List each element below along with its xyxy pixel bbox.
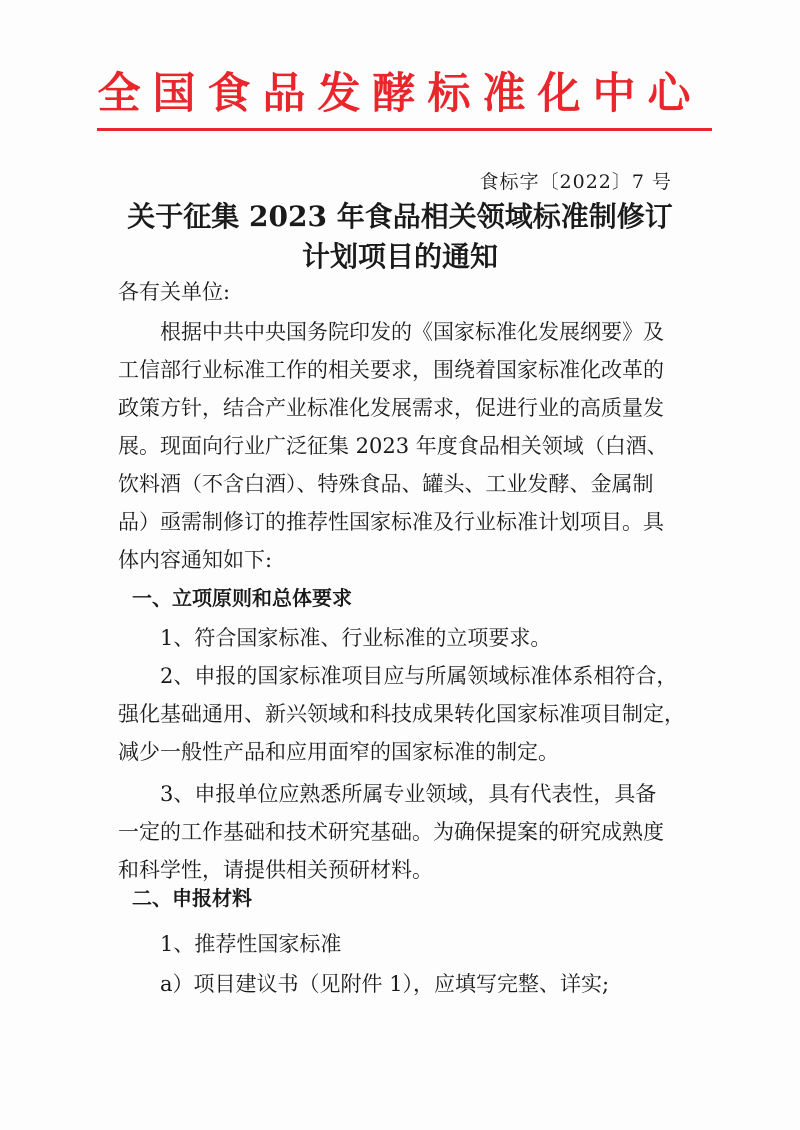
sub-item-1: 1、推荐性国家标准 <box>160 932 342 956</box>
paragraph-line: 政策方针，结合产业标准化发展需求，促进行业的高质量发 <box>118 396 664 420</box>
letterhead-red-rule <box>97 128 712 131</box>
notice-title-line-2: 计划项目的通知 <box>301 240 498 273</box>
paragraph-line: 体内容通知如下: <box>118 548 273 572</box>
list-item-2-line: 减少一般性产品和应用面窄的国家标准的制定。 <box>118 740 559 764</box>
notice-title-line-1: 关于征集 2023 年食品相关领域标准制修订 <box>127 200 673 233</box>
list-item-1: 1、符合国家标准、行业标准的立项要求。 <box>160 626 552 650</box>
salutation: 各有关单位: <box>118 280 231 304</box>
list-item-3-line: 一定的工作基础和技术研究基础。为确保提案的研究成熟度 <box>118 820 664 844</box>
document-number: 食标字〔2022〕7 号 <box>479 171 672 193</box>
list-item-2-line: 强化基础通用、新兴领域和科技成果转化国家标准项目制定， <box>118 702 685 726</box>
paragraph-line: 品）亟需制修订的推荐性国家标准及行业标准计划项目。具 <box>118 510 664 534</box>
list-item-3-line: 3、申报单位应熟悉所属专业领域，具有代表性，具备 <box>160 782 657 806</box>
paragraph-line: 工信部行业标准工作的相关要求，围绕着国家标准化改革的 <box>118 358 664 382</box>
paragraph-line: 饮料酒（不含白酒）、特殊食品、罐头、工业发酵、金属制 <box>118 472 654 496</box>
letterhead-title: 全国食品发酵标准化中心 <box>97 69 703 119</box>
section-heading-2: 二、申报材料 <box>132 886 252 910</box>
sub-item-1a: a）项目建议书（见附件 1），应填写完整、详实; <box>160 972 610 996</box>
list-item-2-line: 2、申报的国家标准项目应与所属领域标准体系相符合， <box>160 664 678 688</box>
section-heading-1: 一、立项原则和总体要求 <box>132 586 352 610</box>
list-item-3-line: 和科学性，请提供相关预研材料。 <box>118 858 433 882</box>
paragraph-line: 展。现面向行业广泛征集 2023 年度食品相关领域（白酒、 <box>118 434 668 458</box>
paragraph-line: 根据中共中央国务院印发的《国家标准化发展纲要》及 <box>160 320 664 344</box>
